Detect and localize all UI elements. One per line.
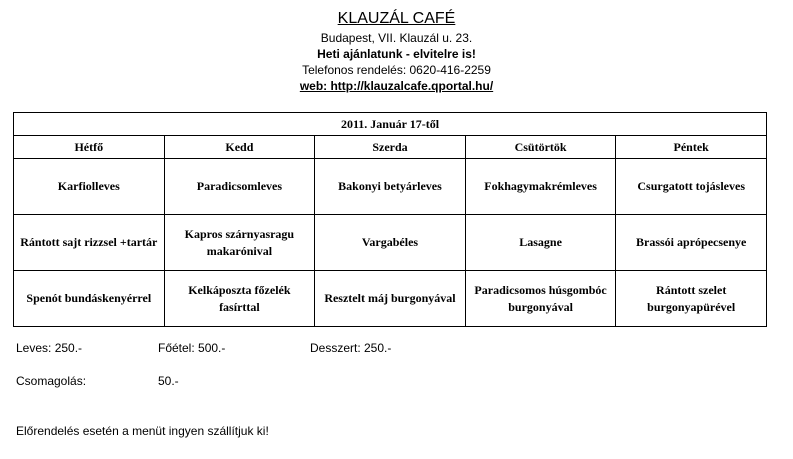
price-main: Főétel: 500.- xyxy=(158,341,226,355)
menu-cell: Kapros szárnyasragu makarónival xyxy=(164,215,315,271)
packaging-label: Csomagolás: xyxy=(16,374,87,388)
menu-cell: Vargabéles xyxy=(315,215,466,271)
packaging-price: 50.- xyxy=(158,374,179,388)
price-dessert: Desszert: 250.- xyxy=(310,341,392,355)
menu-cell: Resztelt máj burgonyával xyxy=(315,271,466,327)
menu-cell: Csurgatott tojásleves xyxy=(616,159,767,215)
table-row xyxy=(14,136,767,159)
menu-cell: Spenót bundáskenyérrel xyxy=(14,271,165,327)
delivery-note: Előrendelés esetén a menüt ingyen szállítjuk ki! xyxy=(16,424,269,438)
cafe-slogan: Heti ajánlatunk - elvitelre is! xyxy=(317,47,476,61)
cafe-phone: Telefonos rendelés: 0620-416-2259 xyxy=(302,63,491,77)
menu-header xyxy=(0,8,793,94)
menu-cell: Paradicsomos húsgombóc burgonyával xyxy=(465,271,616,327)
menu-cell: Karfiolleves xyxy=(14,159,165,215)
table-row xyxy=(14,159,767,215)
price-soup: Leves: 250.- xyxy=(16,341,83,355)
menu-cell: Rántott szelet burgonyapürével xyxy=(616,271,767,327)
table-row xyxy=(14,113,767,136)
menu-cell: Bakonyi betyárleves xyxy=(315,159,466,215)
menu-cell: Fokhagymakrémleves xyxy=(465,159,616,215)
weekly-menu-table xyxy=(13,112,767,327)
menu-cell: Kelkáposzta főzelék fasírttal xyxy=(164,271,315,327)
day-wednesday: Szerda xyxy=(315,136,466,159)
menu-cell: Brassói aprópecsenye xyxy=(616,215,767,271)
date-heading: 2011. Január 17-től xyxy=(14,113,767,136)
menu-cell: Rántott sajt rizzsel +tartár xyxy=(14,215,165,271)
day-tuesday: Kedd xyxy=(164,136,315,159)
cafe-address: Budapest, VII. Klauzál u. 23. xyxy=(320,31,473,45)
cafe-title: KLAUZÁL CAFÉ xyxy=(337,10,456,27)
table-row xyxy=(14,271,767,327)
table-row xyxy=(14,215,767,271)
day-monday: Hétfő xyxy=(14,136,165,159)
menu-cell: Paradicsomleves xyxy=(164,159,315,215)
cafe-web: web: http://klauzalcafe.qportal.hu/ xyxy=(299,79,494,93)
menu-cell: Lasagne xyxy=(465,215,616,271)
day-thursday: Csütörtök xyxy=(465,136,616,159)
day-friday: Péntek xyxy=(616,136,767,159)
